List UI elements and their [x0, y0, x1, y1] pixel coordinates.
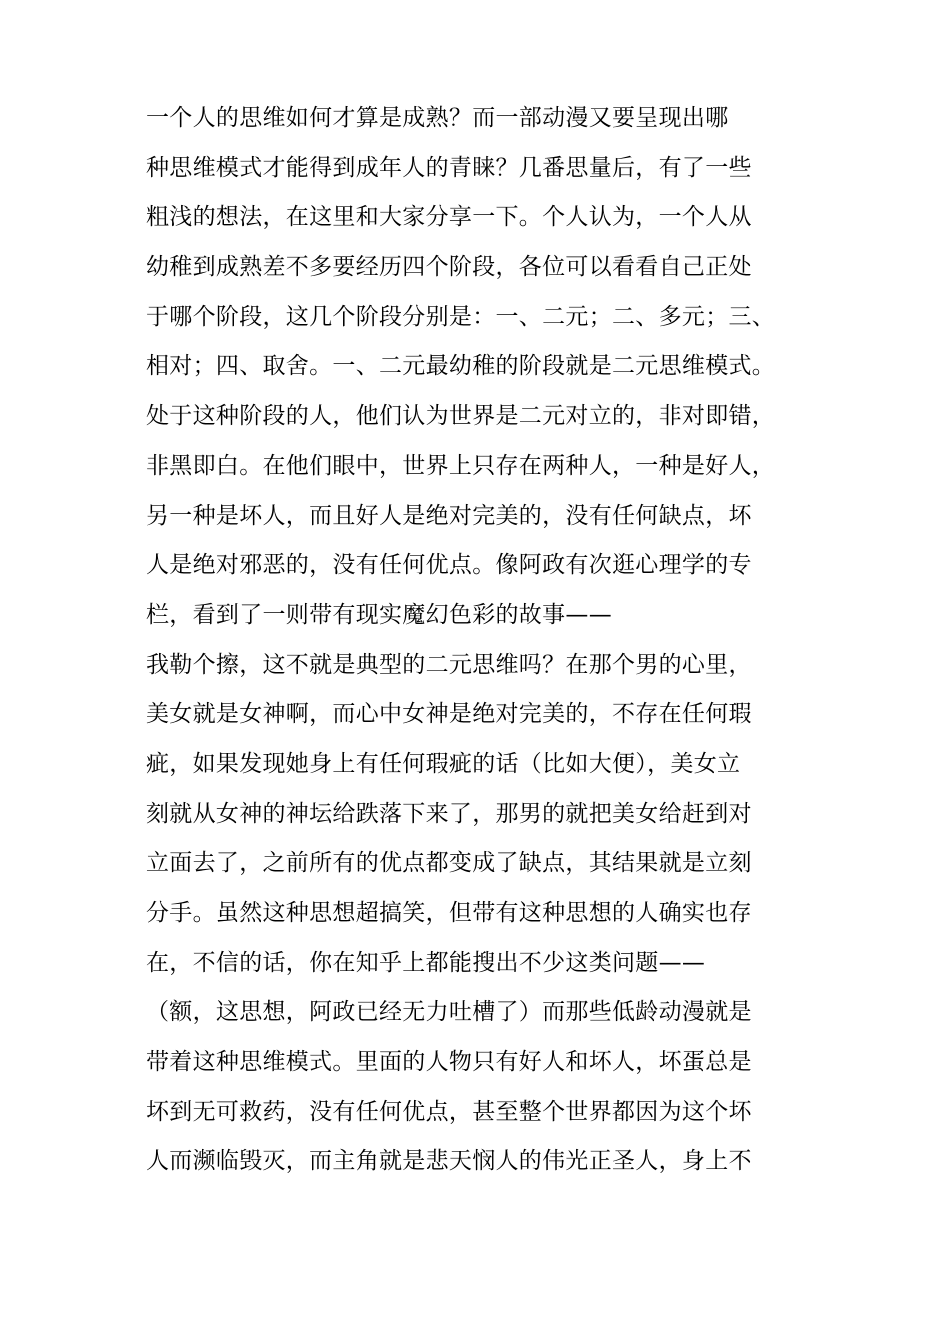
- text-line-14: 疵，如果发现她身上有任何瑕疵的话（比如大便），美女立: [146, 750, 741, 777]
- text-line-13: 美女就是女神啊，而心中女神是绝对完美的，不存在任何瑕: [146, 701, 752, 728]
- text-line-7: 处于这种阶段的人，他们认为世界是二元对立的，非对即错，: [146, 403, 776, 430]
- text-line-5: 于哪个阶段，这几个阶段分别是：一、二元；二、多元；三、: [146, 303, 776, 330]
- text-line-19: （额，这思想，阿政已经无力吐槽了）而那些低龄动漫就是: [146, 999, 752, 1026]
- text-line-20: 带着这种思维模式。里面的人物只有好人和坏人，坏蛋总是: [146, 1049, 752, 1076]
- text-line-22: 人而濒临毁灭，而主角就是悲天悯人的伟光正圣人，身上不: [146, 1148, 752, 1175]
- text-line-15: 刻就从女神的神坛给跌落下来了，那男的就把美女给赶到对: [146, 800, 752, 827]
- text-line-1: 一个人的思维如何才算是成熟？而一部动漫又要呈现出哪: [146, 105, 729, 131]
- text-line-12: 我勒个擦，这不就是典型的二元思维吗？在那个男的心里，: [146, 651, 752, 678]
- text-line-21: 坏到无可救药，没有任何优点，甚至整个世界都因为这个坏: [146, 1098, 752, 1125]
- text-line-17: 分手。虽然这种思想超搞笑，但带有这种思想的人确实也存: [146, 900, 752, 926]
- text-line-3: 粗浅的想法，在这里和大家分享一下。个人认为，一个人从: [146, 204, 752, 231]
- text-line-16: 立面去了，之前所有的优点都变成了缺点，其结果就是立刻: [146, 850, 752, 877]
- text-line-8: 非黑即白。在他们眼中，世界上只存在两种人，一种是好人，: [146, 452, 776, 479]
- text-line-9: 另一种是坏人，而且好人是绝对完美的，没有任何缺点，坏: [146, 502, 752, 529]
- text-line-18: 在，不信的话，你在知乎上都能搜出不少这类问题——: [146, 949, 706, 976]
- text-line-10: 人是绝对邪恶的，没有任何优点。像阿政有次逛心理学的专: [146, 552, 752, 579]
- text-line-11: 栏，看到了一则带有现实魔幻色彩的故事——: [146, 601, 612, 628]
- text-line-4: 幼稚到成熟差不多要经历四个阶段，各位可以看看自己正处: [146, 254, 752, 281]
- body-text: [146, 98, 826, 1191]
- text-line-2: 种思维模式才能得到成年人的青睐？几番思量后，有了一些: [146, 154, 752, 181]
- text-line-6: 相对；四、取舍。一、二元最幼稚的阶段就是二元思维模式。: [146, 353, 776, 380]
